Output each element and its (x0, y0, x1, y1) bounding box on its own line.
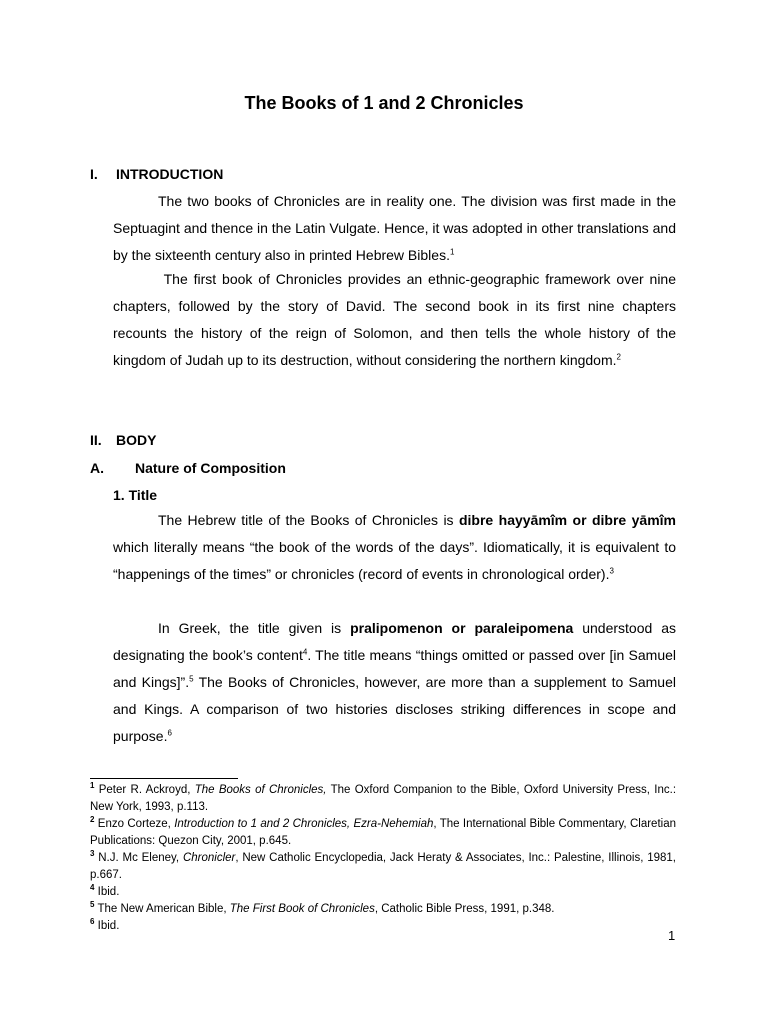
footnote-number: 4 (90, 883, 95, 893)
footnote-number: 2 (90, 815, 95, 825)
footnote-title: Chronicler (182, 852, 236, 864)
subsection-title: Nature of Composition (135, 460, 286, 476)
footnote-title: The First Book of Chronicles (229, 903, 375, 915)
paragraph-text: In Greek, the title given is (158, 620, 351, 636)
footnote-text: The New American Bible, (94, 903, 230, 915)
paragraph-text: . The title means “things omitted or passed over [in Samuel and Kings]”. (113, 647, 676, 690)
footnote (90, 918, 676, 935)
footnote (90, 884, 676, 901)
footnote-text: , New Catholic Encyclopedia, Jack Heraty & Associates, Inc.: Palestine, Illinois, 1981, p.667. (90, 852, 677, 881)
subsection-number: A. (90, 460, 104, 476)
footnote (90, 816, 676, 850)
paragraph-text: The two books of Chronicles are in reality one. The division was first made in the Septuagint and thence in the Latin Vulgate. Hence, it was adopted in other translations and by the sixteenth century also in printed Hebrew Bibles. (113, 193, 676, 263)
footnote-text: Ibid. (94, 886, 120, 898)
footnote-text: The Oxford Companion to the Bible, Oxford University Press, Inc.: New York, 1993, p.113. (90, 784, 677, 813)
document-title: The Books of 1 and 2 Chronicles (244, 93, 524, 113)
section-number: I. (90, 166, 98, 182)
footnote-ref: 6 (167, 728, 172, 738)
footnote-ref: 1 (449, 247, 455, 257)
footnote-number: 5 (90, 900, 95, 910)
footnote-ref: 4 (302, 647, 308, 657)
footnote-number: 1 (90, 781, 95, 791)
title-paragraph-1 (113, 507, 676, 588)
footnote (90, 782, 676, 816)
section-title: BODY (116, 432, 157, 448)
paragraph-text: The Books of Chronicles, however, are more than a supplement to Samuel and Kings. A comparison of two histories discloses striking differences in scope and purpose. (113, 674, 676, 744)
paragraph-text: The Hebrew title of the Books of Chronicles is (158, 512, 459, 528)
intro-paragraph-2 (113, 266, 676, 374)
section-introduction-heading (90, 166, 223, 182)
footnote-title: Introduction to 1 and 2 Chronicles, Ezra-Nehemiah (174, 818, 434, 830)
footnote-text: , The International Bible Commentary, Claretian Publications: Quezon City, 2001, p.645. (90, 818, 676, 847)
footnote-title: The Books of Chronicles, (194, 784, 327, 796)
footnote-text: , Catholic Bible Press, 1991, p.348. (374, 903, 555, 915)
footnote-separator (90, 778, 238, 779)
footnote-ref: 3 (609, 566, 614, 576)
section-body-heading (90, 432, 156, 448)
footnote-text: Ibid. (94, 920, 120, 932)
title-paragraph-2 (113, 615, 676, 750)
footnote-text: Enzo Corteze, (94, 818, 175, 830)
intro-paragraph-1 (113, 188, 676, 269)
paragraph-text: which literally means “the book of the words of the days”. Idiomatically, it is equivalent to “happenings of the times” or chronicles (record of events in chronological order). (113, 539, 676, 582)
greek-title: pralipomenon or paraleipomena (350, 620, 574, 636)
footnote-ref: 2 (616, 352, 621, 362)
section-title: INTRODUCTION (116, 166, 224, 182)
subsection-a-heading (90, 460, 286, 476)
subsection-title-heading: 1. Title (113, 487, 158, 503)
footnote-text: N.J. Mc Eleney, (94, 852, 183, 864)
footnote-ref: 5 (189, 674, 194, 684)
page-number: 1 (668, 928, 676, 943)
paragraph-text: The first book of Chronicles provides an ethnic-geographic framework over nine chapters, followed by the story of David. The second book in its first nine chapters recounts the history of the reign of Solomon, and then tells the whole history of the kingdom of Judah up to its destruction, without considering the northern kingdom. (113, 271, 676, 368)
footnote-number: 6 (90, 917, 95, 927)
footnotes (90, 782, 676, 935)
paragraph-text: understood as designating the book’s content (113, 620, 677, 663)
footnote-number: 3 (90, 849, 95, 859)
footnote-text: Peter R. Ackroyd, (94, 784, 195, 796)
hebrew-title: dibre hayyāmîm or dibre yāmîm (458, 512, 676, 528)
section-number: II. (90, 432, 102, 448)
footnote (90, 850, 676, 884)
footnote (90, 901, 676, 918)
